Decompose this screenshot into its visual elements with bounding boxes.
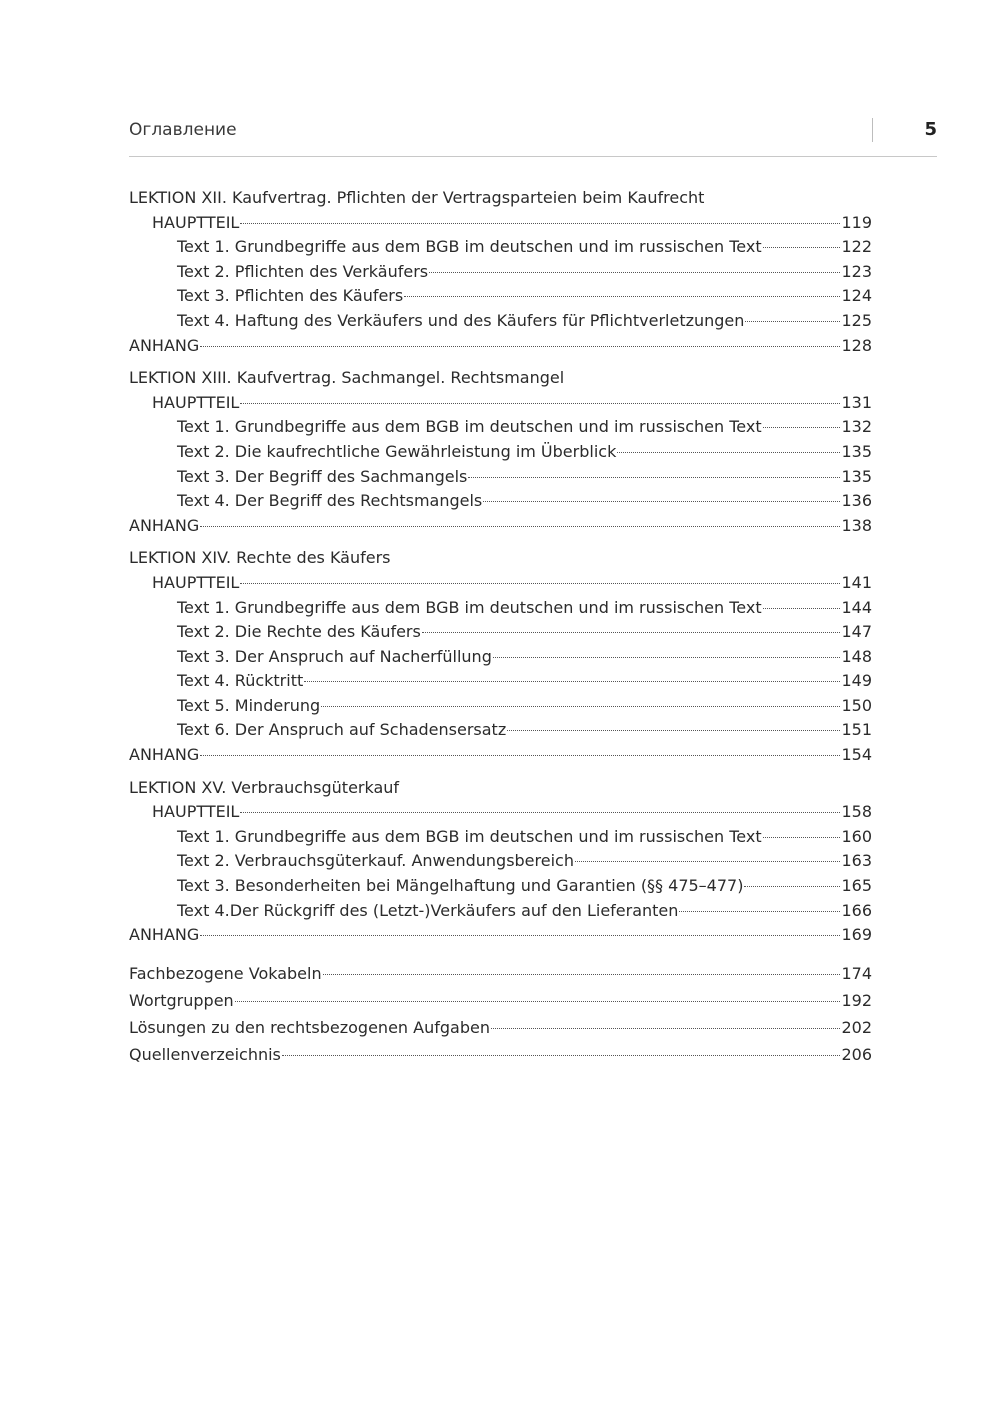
header-separator xyxy=(872,118,873,142)
dot-leader xyxy=(507,730,840,731)
dot-leader xyxy=(763,247,841,248)
toc-entry-page: 163 xyxy=(841,851,872,871)
dot-leader xyxy=(240,223,840,224)
toc-entry-page: 160 xyxy=(841,826,872,846)
toc-entry-text[interactable] xyxy=(129,825,872,850)
dot-leader xyxy=(422,632,841,633)
toc-entry-text[interactable] xyxy=(129,415,872,440)
back-matter xyxy=(129,960,872,1068)
toc-entry-page: 132 xyxy=(841,417,872,437)
toc-entry-label: Text 3. Pflichten des Käufers xyxy=(177,286,404,306)
dot-leader xyxy=(304,681,840,682)
page-number: 5 xyxy=(924,119,937,140)
toc-entry-page: 158 xyxy=(841,802,872,822)
toc-entry-page: 119 xyxy=(841,212,872,232)
toc-entry-label: ANHANG xyxy=(129,745,200,765)
toc-entry-text[interactable] xyxy=(129,489,872,514)
toc-entry-text[interactable] xyxy=(129,620,872,645)
dot-leader xyxy=(282,1055,841,1056)
dot-leader xyxy=(200,526,840,527)
toc-entry-anhang[interactable] xyxy=(129,923,872,948)
dot-leader xyxy=(763,608,841,609)
dot-leader xyxy=(240,583,840,584)
toc-entry-label: HAUPTTEIL xyxy=(152,802,240,822)
toc-entry-label: Text 1. Grundbegriffe aus dem BGB im deutschen und im russischen Text xyxy=(177,826,762,846)
lesson-block xyxy=(129,546,872,767)
dot-leader xyxy=(200,346,840,347)
toc-entry-label: Text 1. Grundbegriffe aus dem BGB im deutschen und im russischen Text xyxy=(177,237,762,257)
toc-entry-page: 147 xyxy=(841,622,872,642)
toc-entry-hauptteil[interactable] xyxy=(129,571,872,596)
dot-leader xyxy=(763,837,841,838)
toc-entry-label: Text 4.Der Rückgriff des (Letzt-)Verkäufers auf den Lieferanten xyxy=(177,900,679,920)
toc-entry-page: 128 xyxy=(841,335,872,355)
dot-leader xyxy=(323,974,841,975)
toc-entry-label: HAUPTTEIL xyxy=(152,572,240,592)
toc-entry-text[interactable] xyxy=(129,284,872,309)
toc-entry-text[interactable] xyxy=(129,849,872,874)
toc-entry-page: 174 xyxy=(841,963,872,983)
toc-entry-label: HAUPTTEIL xyxy=(152,392,240,412)
dot-leader xyxy=(745,321,840,322)
lesson-block xyxy=(129,186,872,358)
toc-entry-anhang[interactable] xyxy=(129,334,872,359)
dot-leader xyxy=(200,755,840,756)
toc-entry-label: Lösungen zu den rechtsbezogenen Aufgaben xyxy=(129,1017,490,1037)
toc-entry-label: Text 2. Pflichten des Verkäufers xyxy=(177,261,429,281)
toc-entry-label: Wortgruppen xyxy=(129,990,234,1010)
toc-entry-page: 150 xyxy=(841,695,872,715)
toc-entry-text[interactable] xyxy=(129,260,872,285)
toc-entry-label: Text 5. Minderung xyxy=(177,695,321,715)
toc-entry-hauptteil[interactable] xyxy=(129,800,872,825)
dot-leader xyxy=(404,296,840,297)
toc-entry-hauptteil[interactable] xyxy=(129,211,872,236)
dot-leader xyxy=(679,911,840,912)
toc-entry-back-matter[interactable] xyxy=(129,1041,872,1068)
header-title: Оглавление xyxy=(129,120,237,140)
lesson-block xyxy=(129,776,872,948)
toc-entry-text[interactable] xyxy=(129,235,872,260)
lesson-title[interactable]: LEKTION XV. Verbrauchsgüterkauf xyxy=(129,777,400,797)
toc-entry-label: Text 4. Haftung des Verkäufers und des Käufers für Pflichtverletzungen xyxy=(177,310,745,330)
toc-entry-page: 122 xyxy=(841,237,872,257)
toc-entry-page: 149 xyxy=(841,671,872,691)
toc-entry-page: 148 xyxy=(841,646,872,666)
toc-entry-page: 151 xyxy=(841,720,872,740)
toc-entry-text[interactable] xyxy=(129,694,872,719)
toc-entry-page: 131 xyxy=(841,392,872,412)
dot-leader xyxy=(321,706,840,707)
toc-entry-page: 141 xyxy=(841,572,872,592)
toc-entry-text[interactable] xyxy=(129,309,872,334)
lesson-title[interactable]: LEKTION XIV. Rechte des Käufers xyxy=(129,548,391,568)
toc-entry-label: Text 4. Der Begriff des Rechtsmangels xyxy=(177,491,483,511)
toc-entry-page: 136 xyxy=(841,491,872,511)
toc-entry-label: Text 3. Besonderheiten bei Mängelhaftung und Garantien (§§ 475–477) xyxy=(177,876,744,896)
toc-entry-page: 135 xyxy=(841,466,872,486)
dot-leader xyxy=(617,452,840,453)
toc-entry-page: 135 xyxy=(841,441,872,461)
lesson-title[interactable]: LEKTION XIII. Kaufvertrag. Sachmangel. Rechtsmangel xyxy=(129,368,565,388)
toc-entry-label: Text 1. Grundbegriffe aus dem BGB im deutschen und im russischen Text xyxy=(177,417,762,437)
table-of-contents xyxy=(129,186,872,1068)
toc-entry-label: ANHANG xyxy=(129,335,200,355)
toc-entry-label: ANHANG xyxy=(129,925,200,945)
toc-entry-text[interactable] xyxy=(129,669,872,694)
dot-leader xyxy=(744,886,840,887)
toc-entry-page: 125 xyxy=(841,310,872,330)
toc-entry-text[interactable] xyxy=(129,440,872,465)
dot-leader xyxy=(575,861,840,862)
toc-entry-hauptteil[interactable] xyxy=(129,391,872,416)
toc-entry-label: Text 3. Der Anspruch auf Nacherfüllung xyxy=(177,646,492,666)
toc-entry-page: 165 xyxy=(841,876,872,896)
dot-leader xyxy=(493,657,841,658)
toc-entry-back-matter[interactable] xyxy=(129,1014,872,1041)
toc-entry-label: Text 4. Rücktritt xyxy=(177,671,304,691)
toc-entry-page: 166 xyxy=(841,900,872,920)
dot-leader xyxy=(240,403,840,404)
toc-entry-page: 202 xyxy=(841,1017,872,1037)
toc-entry-page: 138 xyxy=(841,515,872,535)
toc-entry-page: 192 xyxy=(841,990,872,1010)
toc-entry-label: ANHANG xyxy=(129,515,200,535)
toc-entry-label: Text 2. Die kaufrechtliche Gewährleistung im Überblick xyxy=(177,441,617,461)
toc-entry-label: Fachbezogene Vokabeln xyxy=(129,963,322,983)
toc-entry-label: Text 2. Verbrauchsgüterkauf. Anwendungsbereich xyxy=(177,851,574,871)
dot-leader xyxy=(763,427,841,428)
toc-entry-anhang[interactable] xyxy=(129,743,872,768)
toc-entry-text[interactable] xyxy=(129,596,872,621)
toc-entry-label: Text 6. Der Anspruch auf Schadensersatz xyxy=(177,720,507,740)
dot-leader xyxy=(483,501,840,502)
page-header xyxy=(129,118,937,157)
lesson-title[interactable]: LEKTION XII. Kaufvertrag. Pflichten der Vertragsparteien beim Kaufrecht xyxy=(129,188,705,207)
dot-leader xyxy=(429,272,840,273)
toc-entry-anhang[interactable] xyxy=(129,514,872,539)
toc-entry-back-matter[interactable] xyxy=(129,960,872,987)
toc-entry-page: 206 xyxy=(841,1044,872,1064)
toc-entry-page: 144 xyxy=(841,597,872,617)
toc-entry-label: HAUPTTEIL xyxy=(152,212,240,232)
toc-entry-text[interactable] xyxy=(129,899,872,924)
toc-entry-page: 123 xyxy=(841,261,872,281)
lesson-block xyxy=(129,366,872,538)
dot-leader xyxy=(468,477,840,478)
toc-entry-label: Text 2. Die Rechte des Käufers xyxy=(177,622,421,642)
dot-leader xyxy=(200,935,840,936)
toc-entry-label: Text 1. Grundbegriffe aus dem BGB im deutschen und im russischen Text xyxy=(177,597,762,617)
toc-entry-label: Quellenverzeichnis xyxy=(129,1044,281,1064)
toc-entry-text[interactable] xyxy=(129,874,872,899)
dot-leader xyxy=(235,1001,841,1002)
toc-entry-page: 124 xyxy=(841,286,872,306)
toc-entry-page: 169 xyxy=(841,925,872,945)
toc-entry-text[interactable] xyxy=(129,645,872,670)
dot-leader xyxy=(240,812,840,813)
toc-entry-text[interactable] xyxy=(129,465,872,490)
toc-entry-text[interactable] xyxy=(129,718,872,743)
toc-entry-label: Text 3. Der Begriff des Sachmangels xyxy=(177,466,468,486)
toc-entry-back-matter[interactable] xyxy=(129,987,872,1014)
toc-entry-page: 154 xyxy=(841,745,872,765)
dot-leader xyxy=(491,1028,841,1029)
